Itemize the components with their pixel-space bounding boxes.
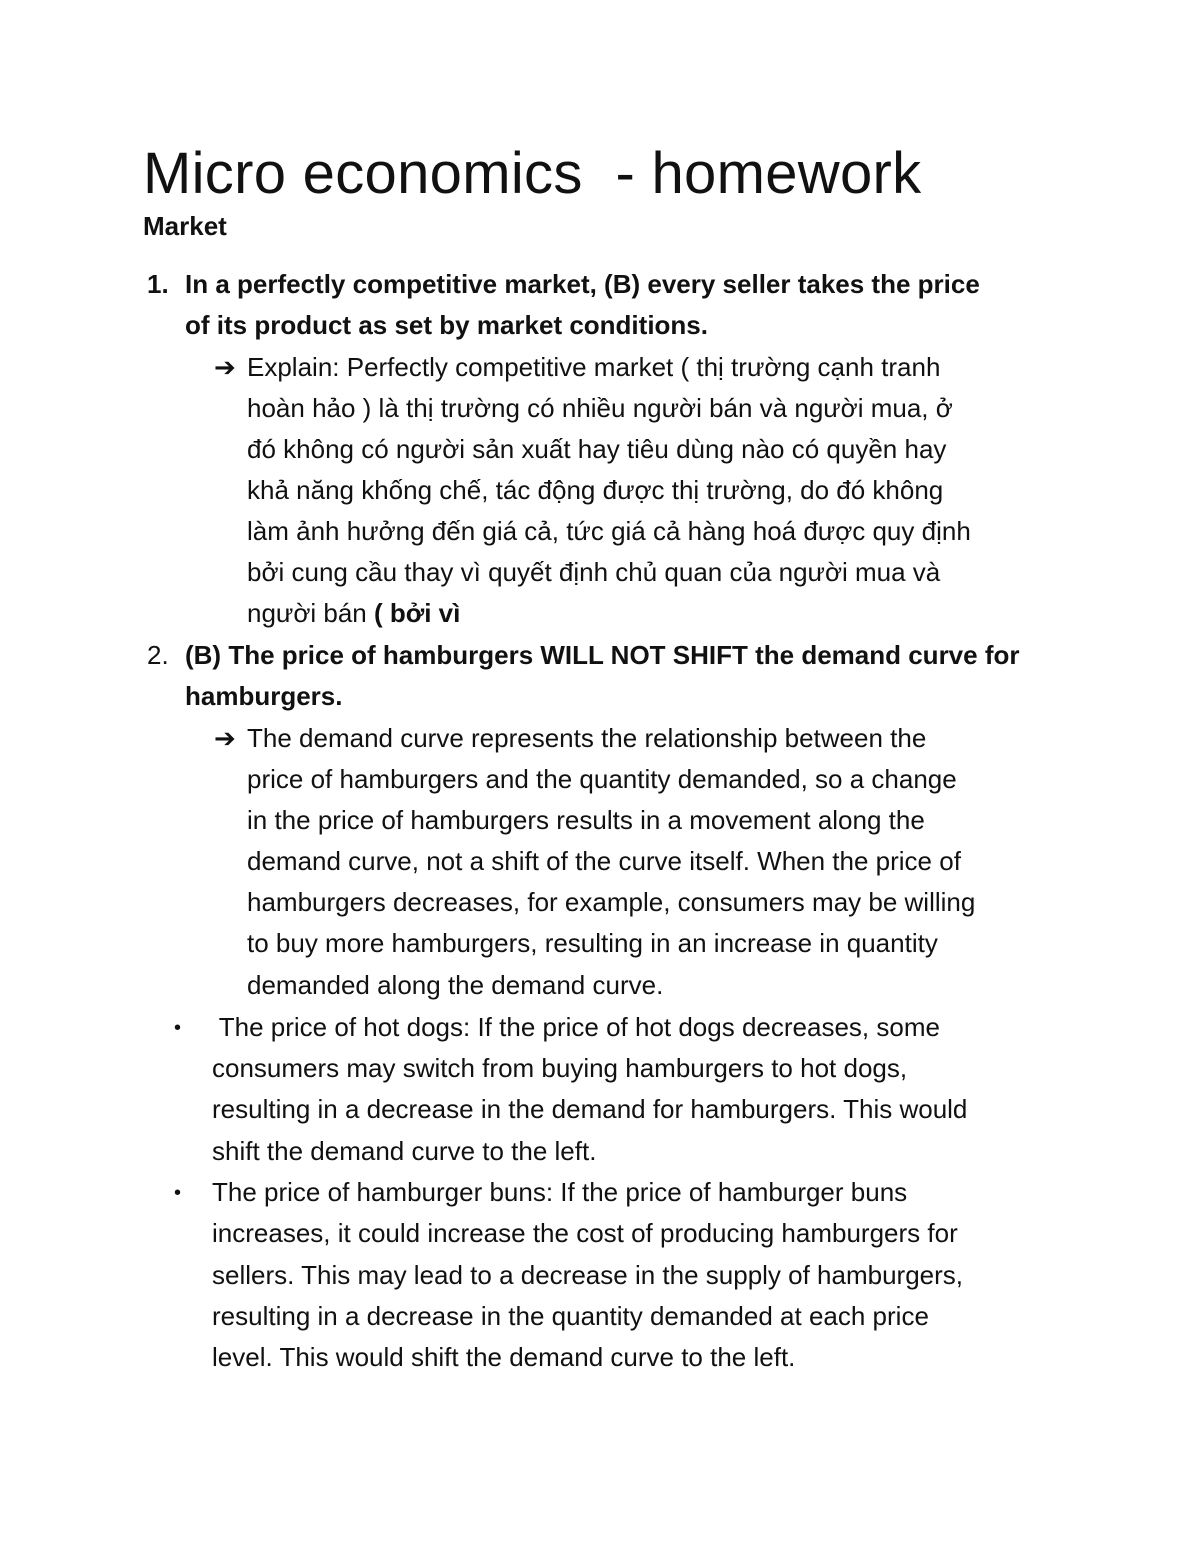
- question-2-explain-line: demanded along the demand curve.: [247, 970, 664, 1000]
- bullet-1-line: consumers may switch from buying hamburgers to hot dogs,: [212, 1053, 908, 1083]
- bullet-1-line: resulting in a decrease in the demand for hamburgers. This would: [212, 1094, 968, 1124]
- question-1-explain-line: làm ảnh hưởng đến giá cả, tức giá cả hàng hoá được quy định: [247, 516, 971, 546]
- question-2-number: 2.: [147, 640, 169, 670]
- bullet-2-line: resulting in a decrease in the quantity demanded at each price: [212, 1301, 929, 1331]
- question-2-line: hamburgers.: [185, 681, 343, 711]
- question-1-explain-line: khả năng khống chế, tác động được thị trường, do đó không: [247, 475, 944, 505]
- bullet-2-line: increases, it could increase the cost of producing hamburgers for: [212, 1218, 958, 1248]
- bullet-2-line: level. This would shift the demand curve to the left.: [212, 1342, 796, 1372]
- question-2-explain-line: The demand curve represents the relationship between the: [247, 723, 927, 753]
- question-1-explain-bold-text: ( bởi vì: [366, 598, 461, 628]
- question-1-line: In a perfectly competitive market, (B) every seller takes the price: [185, 269, 980, 299]
- page-title: Micro economics - homework: [143, 141, 922, 206]
- question-2-explain-line: demand curve, not a shift of the curve itself. When the price of: [247, 846, 961, 876]
- question-1-explain-text: người bán: [247, 598, 367, 628]
- arrow-right-icon: ➔: [214, 352, 236, 382]
- section-heading: Market: [143, 211, 227, 241]
- bullet-1-line: shift the demand curve to the left.: [212, 1136, 597, 1166]
- question-1-explain-line: Explain: Perfectly competitive market ( thị trường cạnh tranh: [247, 352, 941, 382]
- question-2-explain-line: to buy more hamburgers, resulting in an increase in quantity: [247, 928, 938, 958]
- question-2-explain-line: price of hamburgers and the quantity demanded, so a change: [247, 764, 957, 794]
- question-2-line: (B) The price of hamburgers WILL NOT SHIFT the demand curve for: [185, 640, 1020, 670]
- question-1-explain-line: bởi cung cầu thay vì quyết định chủ quan của người mua và: [247, 557, 941, 587]
- question-1-explain-line: đó không có người sản xuất hay tiêu dùng nào có quyền hay: [247, 434, 947, 464]
- question-1-explain-line: hoàn hảo ) là thị trường có nhiều người bán và người mua, ở: [247, 393, 953, 423]
- question-2-explain-line: in the price of hamburgers results in a movement along the: [247, 805, 925, 835]
- bullet-1-line: The price of hot dogs: If the price of hot dogs decreases, some: [212, 1012, 940, 1042]
- bullet-icon: •: [174, 1182, 182, 1204]
- question-1-number: 1.: [147, 269, 169, 299]
- question-1-line: of its product as set by market conditions.: [185, 310, 708, 340]
- bullet-2-line: The price of hamburger buns: If the price of hamburger buns: [212, 1177, 908, 1207]
- question-2-explain-line: hamburgers decreases, for example, consumers may be willing: [247, 887, 976, 917]
- bullet-2-line: sellers. This may lead to a decrease in the supply of hamburgers,: [212, 1260, 964, 1290]
- arrow-right-icon: ➔: [214, 723, 236, 753]
- question-1-explain-last-line: [247, 593, 460, 634]
- bullet-icon: •: [174, 1017, 182, 1039]
